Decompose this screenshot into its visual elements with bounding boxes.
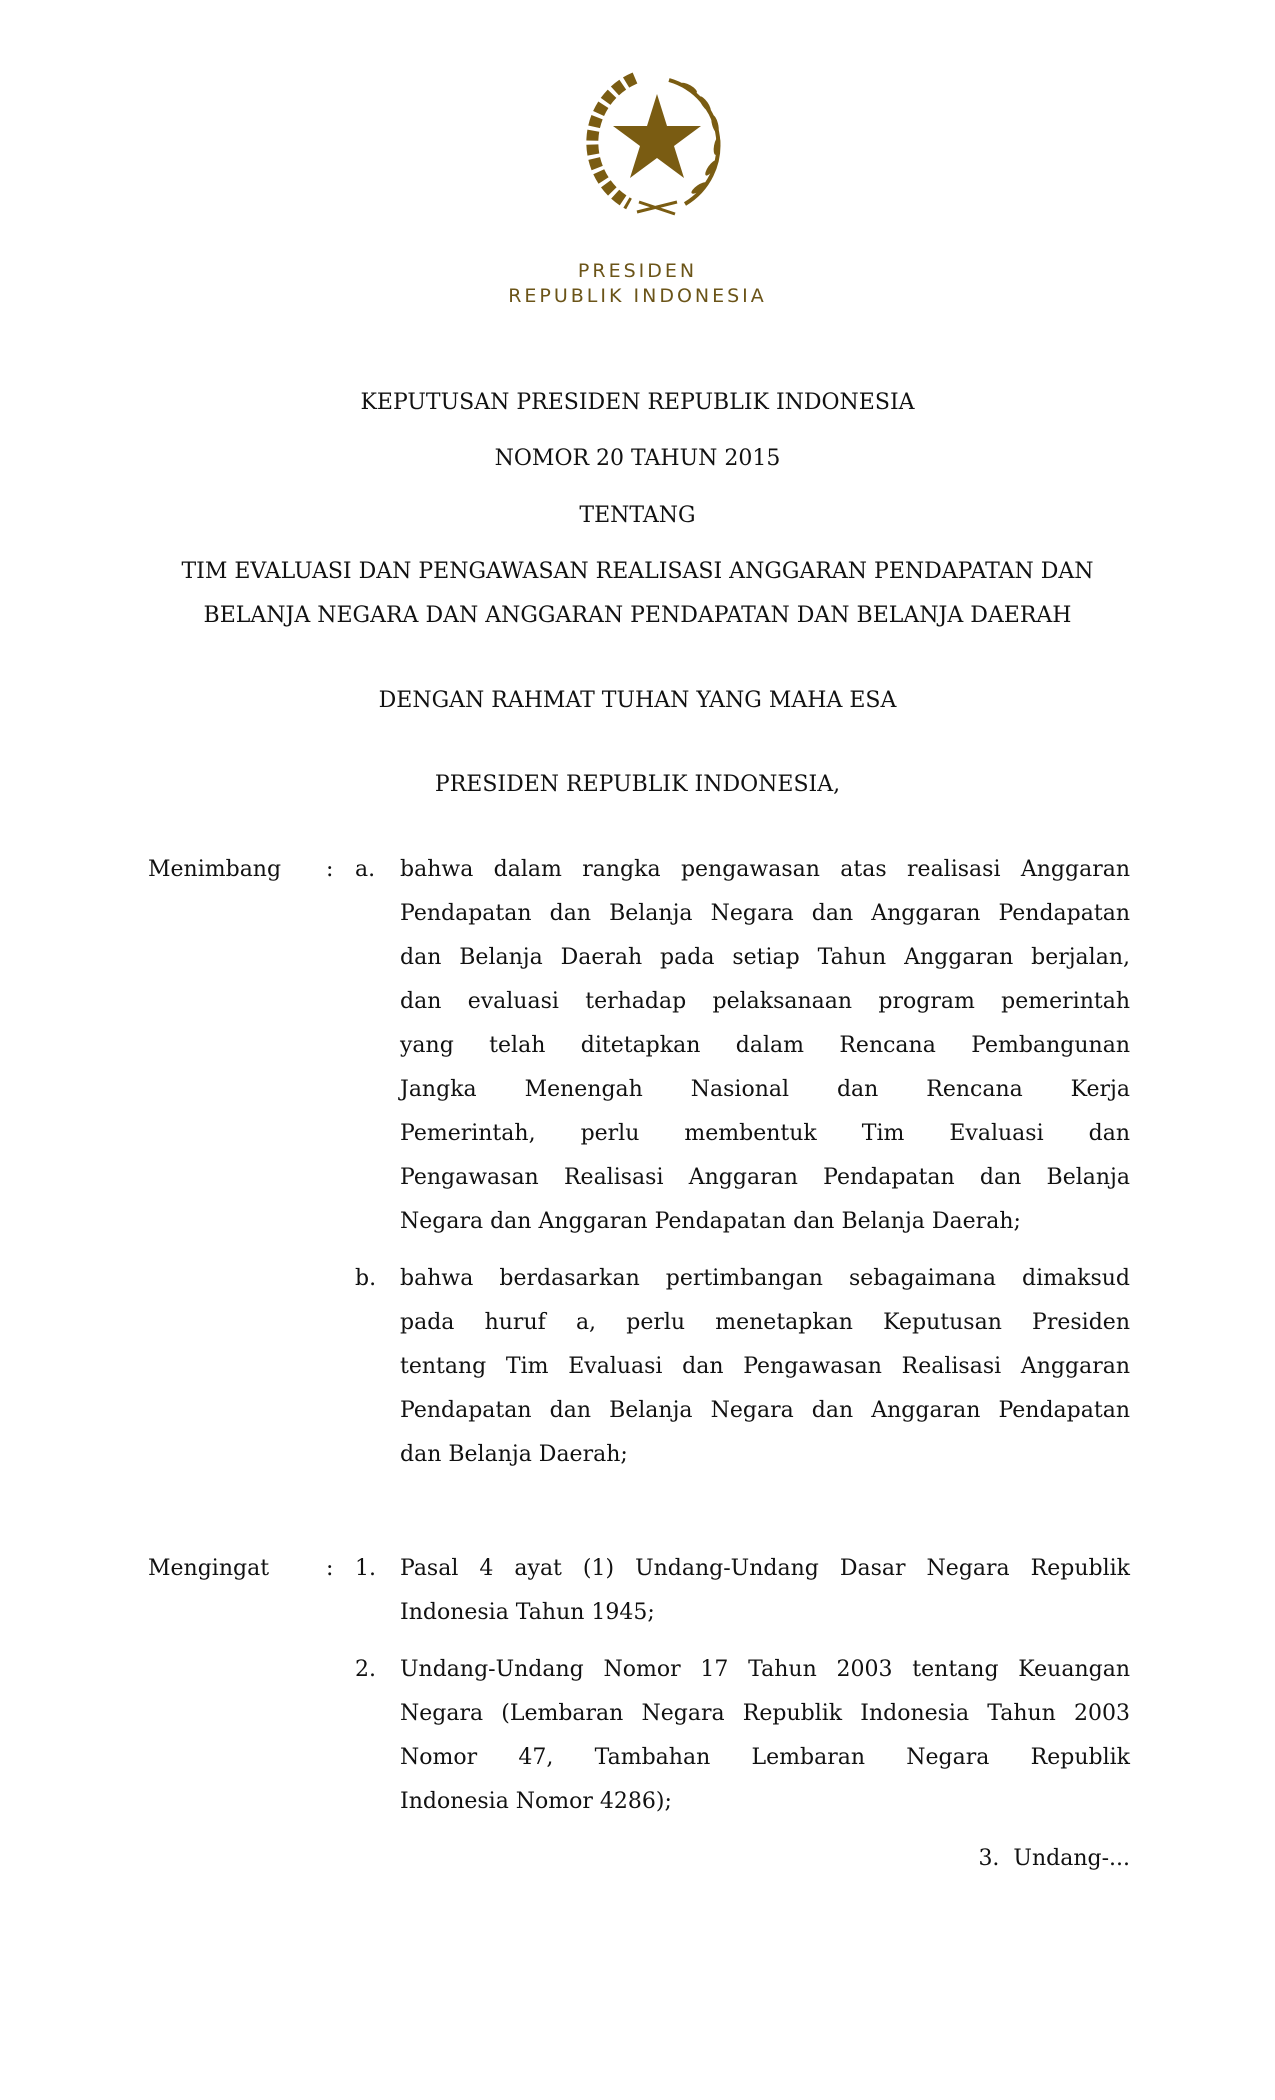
text-line: bahwa berdasarkan pertimbangan sebagaimana dimaksud — [400, 1266, 1130, 1291]
text-line: dan Belanja Daerah; — [400, 1442, 628, 1467]
decree-title: KEPUTUSAN PRESIDEN REPUBLIK INDONESIA — [360, 390, 915, 415]
section-label: Mengingat — [148, 1556, 270, 1581]
item-marker: a. — [355, 857, 376, 882]
section-colon: : — [326, 857, 334, 882]
letterhead-republic: REPUBLIK INDONESIA — [508, 285, 767, 307]
item-marker: b. — [355, 1266, 377, 1291]
invocation: DENGAN RAHMAT TUHAN YANG MAHA ESA — [378, 688, 897, 713]
garuda-star-emblem-icon — [577, 62, 737, 222]
text-line: Indonesia Nomor 4286); — [400, 1789, 672, 1814]
text-line: Pasal 4 ayat (1) Undang-Undang Dasar Negara Republik — [400, 1556, 1130, 1581]
text-line: Pendapatan dan Belanja Negara dan Anggaran Pendapatan — [400, 901, 1130, 926]
text-line: dan Belanja Daerah pada setiap Tahun Anggaran berjalan, — [400, 945, 1130, 970]
text-line: Nomor 47, Tambahan Lembaran Negara Republik — [400, 1745, 1130, 1770]
text-line: Undang-Undang Nomor 17 Tahun 2003 tentang Keuangan — [400, 1657, 1130, 1682]
text-line: yang telah ditetapkan dalam Rencana Pembangunan — [400, 1033, 1130, 1058]
letterhead-president: PRESIDEN — [577, 260, 698, 282]
decree-about: TENTANG — [579, 503, 696, 528]
text-line: Negara dan Anggaran Pendapatan dan Belanja Daerah; — [400, 1209, 1021, 1234]
text-line: Pemerintah, perlu membentuk Tim Evaluasi dan — [400, 1121, 1130, 1146]
text-line: pada huruf a, perlu menetapkan Keputusan Presiden — [400, 1310, 1130, 1335]
text-line: Negara (Lembaran Negara Republik Indonesia Tahun 2003 — [400, 1701, 1130, 1726]
text-line: tentang Tim Evaluasi dan Pengawasan Realisasi Anggaran — [400, 1354, 1130, 1379]
item-marker: 2. — [355, 1657, 376, 1682]
item-marker: 1. — [355, 1556, 376, 1581]
section-label: Menimbang — [148, 857, 282, 882]
text-line: Pengawasan Realisasi Anggaran Pendapatan dan Belanja — [400, 1165, 1130, 1190]
text-line: Pendapatan dan Belanja Negara dan Anggaran Pendapatan — [400, 1398, 1130, 1423]
decree-number: NOMOR 20 TAHUN 2015 — [494, 446, 781, 471]
section-colon: : — [326, 1556, 334, 1581]
issuer: PRESIDEN REPUBLIK INDONESIA, — [434, 772, 841, 797]
text-line: Indonesia Tahun 1945; — [400, 1600, 655, 1625]
decree-subject-line: TIM EVALUASI DAN PENGAWASAN REALISASI ANGGARAN PENDAPATAN DAN — [181, 559, 1094, 584]
text-line: dan evaluasi terhadap pelaksanaan program pemerintah — [400, 989, 1130, 1014]
page-continuation: 3. Undang-... — [978, 1846, 1130, 1871]
text-line: Jangka Menengah Nasional dan Rencana Kerja — [400, 1077, 1130, 1102]
decree-subject-line: BELANJA NEGARA DAN ANGGARAN PENDAPATAN DAN BELANJA DAERAH — [203, 603, 1072, 628]
text-line: bahwa dalam rangka pengawasan atas realisasi Anggaran — [400, 857, 1130, 882]
